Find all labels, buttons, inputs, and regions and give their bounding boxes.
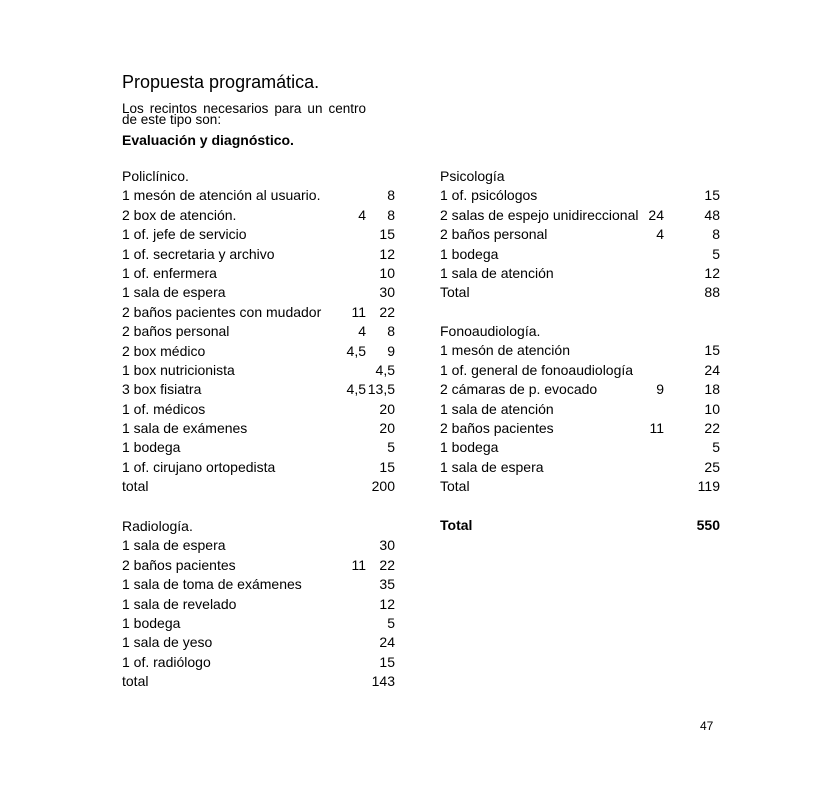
table-row [440,341,722,360]
row-area: 24 [379,634,395,651]
row-label: 2 baños personal [440,226,548,243]
table-row [440,283,722,302]
row-unit-area: 4,5 [346,381,366,398]
table-row [122,595,398,614]
row-label: 1 bodega [122,439,181,456]
row-area: 20 [379,400,395,417]
row-area: 200 [371,478,395,495]
grand-total-value: 550 [696,517,720,533]
row-label: 2 salas de espejo unidireccional [440,206,639,223]
table-row [440,245,722,264]
row-label: Total [440,284,470,301]
row-label: 1 sala de revelado [122,595,237,612]
row-area: 15 [379,226,395,243]
row-label: 1 sala de espera [122,537,226,554]
row-area: 8 [387,206,395,223]
row-unit-area: 9 [656,381,664,398]
row-label: 2 cámaras de p. evocado [440,381,598,398]
table-row [440,380,722,399]
table-row [122,438,398,457]
row-label: 2 baños pacientes [122,556,236,573]
row-label: 1 of. radiólogo [122,653,211,670]
table-row [122,575,398,594]
table-row [122,400,398,419]
table-row [122,653,398,672]
row-label: 1 of. secretaria y archivo [122,245,275,262]
row-label: 1 sala de atención [440,400,554,417]
row-area: 30 [379,284,395,301]
row-area: 12 [704,264,720,281]
row-label: 1 mesón de atención [440,342,570,359]
row-unit-area: 11 [351,303,366,320]
row-label: 1 of. general de fonoaudiología [440,361,634,378]
row-label: 2 baños pacientes con mudador [122,303,322,320]
row-label: 2 box de atención. [122,206,237,223]
row-label: 1 sala de atención [440,264,554,281]
table-row [122,283,398,302]
row-area: 5 [712,245,720,262]
row-area: 8 [387,187,395,204]
table-row [440,206,722,225]
row-area: 143 [371,673,395,690]
grand-total-label: Total [440,517,473,533]
table-row [122,458,398,477]
table-row [122,303,398,322]
row-area: 15 [379,653,395,670]
table-row [122,186,398,205]
row-label: 1 sala de yeso [122,634,213,651]
psicologia-section [440,167,722,303]
row-label: 1 of. enfermera [122,264,217,281]
radiologia-section [122,517,398,692]
row-label: total [122,673,149,690]
table-row [440,361,722,380]
table-row [440,438,722,457]
table-row [122,672,398,691]
row-label: 1 of. cirujano ortopedista [122,458,276,475]
table-row [122,264,398,283]
row-area: 22 [704,419,720,436]
row-area: 30 [379,537,395,554]
radiologia-heading: Radiología. [122,518,193,534]
row-area: 15 [704,342,720,359]
row-label: 2 baños personal [122,323,230,340]
row-area: 4,5 [375,361,395,378]
grand-total [440,516,722,535]
row-area: 35 [379,576,395,593]
row-area: 5 [387,439,395,456]
table-row [122,614,398,633]
policlinico-heading: Policlínico. [122,168,189,184]
grand-total-row [440,516,722,535]
table-row [122,322,398,341]
table-row [122,477,398,496]
psicologia-heading: Psicología [440,168,505,184]
row-area: 8 [712,226,720,243]
row-area: 5 [387,614,395,631]
row-label: 1 sala de toma de exámenes [122,576,302,593]
row-label: 1 mesón de atención al usuario. [122,187,321,204]
row-label: 1 sala de espera [122,284,226,301]
row-area: 12 [379,595,395,612]
row-area: 8 [387,323,395,340]
table-row [122,361,398,380]
intro-text: Los recintos necesarios para un centro de este tipo son: [122,101,366,127]
row-area: 25 [704,458,720,475]
row-area: 13,5 [367,381,395,398]
page-number: 47 [700,719,714,733]
table-row [440,458,722,477]
fonoaudiologia-heading: Fonoaudiología. [440,323,541,339]
table-row [440,477,722,496]
row-area: 10 [704,400,720,417]
row-label: 1 of. jefe de servicio [122,226,247,243]
row-area: 48 [704,206,720,223]
row-label: 3 box fisiatra [122,381,202,398]
row-area: 10 [379,264,395,281]
row-unit-area: 24 [648,206,664,223]
row-label: 2 box médico [122,342,206,359]
row-area: 20 [379,420,395,437]
row-area: 88 [704,284,720,301]
row-label: 2 baños pacientes [440,419,554,436]
table-row [122,245,398,264]
row-area: 119 [697,478,720,495]
table-row [122,380,398,399]
row-area: 18 [704,381,720,398]
table-row [440,419,722,438]
row-label: 1 box nutricionista [122,361,235,378]
table-row [122,342,398,361]
row-label: 1 of. médicos [122,400,206,417]
row-area: 5 [712,439,720,456]
table-row [122,633,398,652]
row-area: 12 [379,245,395,262]
row-label: total [122,478,149,495]
row-unit-area: 4 [656,226,664,243]
row-label: 1 of. psicólogos [440,187,538,204]
row-area: 22 [379,556,395,573]
row-label: 1 sala de exámenes [122,420,248,437]
row-area: 15 [379,458,395,475]
table-row [122,225,398,244]
table-row [122,556,398,575]
table-row [440,225,722,244]
row-area: 9 [387,342,395,359]
row-unit-area: 4 [358,206,366,223]
row-label: 1 bodega [440,439,499,456]
row-unit-area: 4,5 [346,342,366,359]
table-row [122,206,398,225]
row-label: Total [440,478,470,495]
policlinico-section [122,167,398,497]
row-label: 1 bodega [440,245,499,262]
table-row [440,186,722,205]
table-row [122,419,398,438]
row-area: 24 [704,361,720,378]
row-area: 22 [379,303,395,320]
row-unit-area: 11 [351,556,366,573]
row-unit-area: 11 [649,419,664,436]
fonoaudiologia-section [440,322,722,497]
section-subtitle: Evaluación y diagnóstico. [122,132,294,148]
table-row [122,536,398,555]
table-row [440,264,722,283]
row-label: 1 sala de espera [440,458,544,475]
page-title: Propuesta programática. [122,72,320,92]
row-area: 15 [704,187,720,204]
row-unit-area: 4 [358,323,366,340]
row-label: 1 bodega [122,614,181,631]
table-row [440,400,722,419]
